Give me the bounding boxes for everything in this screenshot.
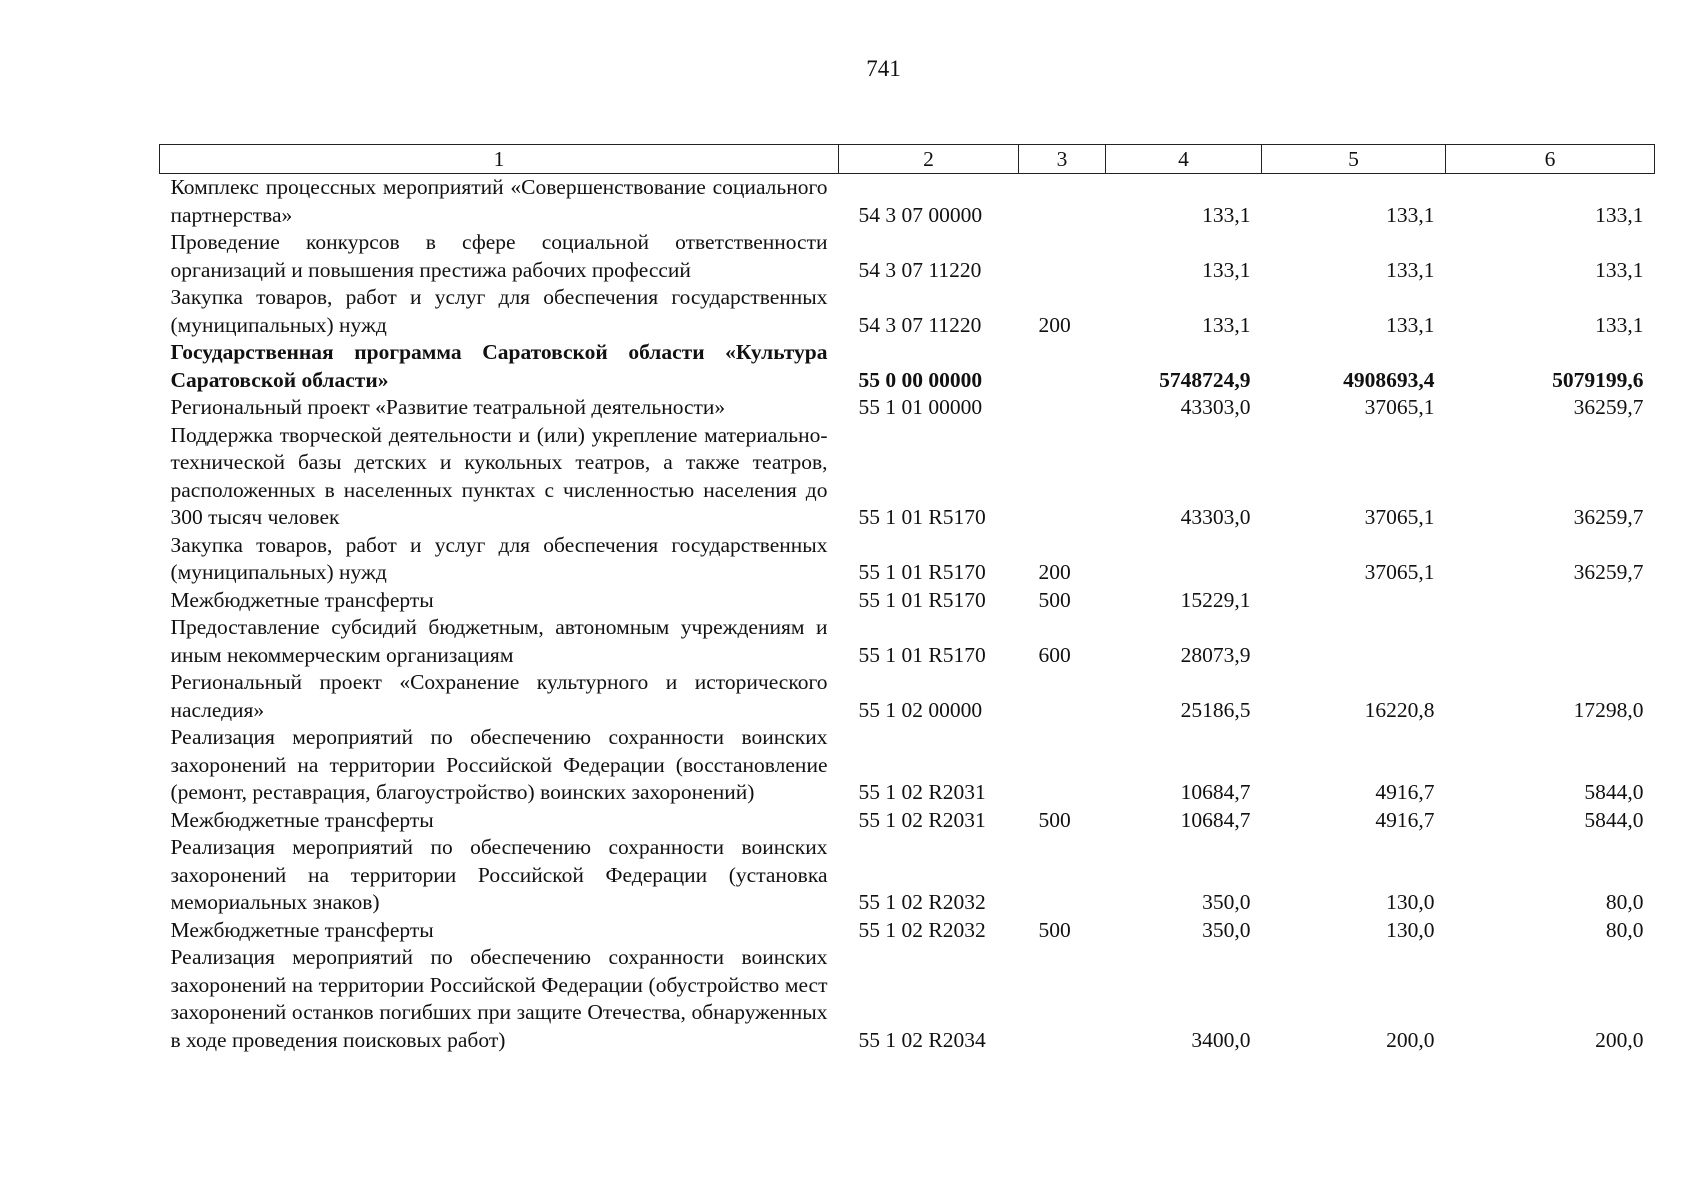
row-vr-code: 500 — [1038, 917, 1071, 942]
table-row — [160, 614, 1655, 669]
row-vr-code — [1019, 229, 1106, 284]
row-csr-code: 55 1 02 R2034 — [858, 1027, 986, 1052]
row-value-year1: 5748724,9 — [1159, 367, 1251, 392]
row-csr-code: 54 3 07 00000 — [858, 202, 983, 227]
column-header-year2: 5 — [1262, 145, 1446, 174]
row-vr-code — [1019, 174, 1106, 230]
row-name: Предоставление субсидий бюджетным, автономным учреждениям и иным некоммерческим организациям — [170, 615, 828, 667]
table-row — [160, 587, 1655, 615]
table-body — [160, 174, 1655, 1055]
row-csr-code: 55 1 02 R2031 — [858, 807, 986, 832]
row-vr-code — [1019, 394, 1106, 422]
row-csr-code: 55 1 02 R2032 — [858, 890, 986, 914]
row-value-year1: 25186,5 — [1180, 697, 1251, 722]
table-row — [160, 532, 1655, 587]
row-csr-code: 55 1 01 R5170 — [858, 560, 986, 584]
table-row — [160, 724, 1655, 807]
row-value-year2: 4916,7 — [1375, 807, 1435, 832]
row-vr-code: 500 — [1038, 807, 1071, 832]
row-name: Закупка товаров, работ и услуг для обеспечения государственных (муниципальных) нужд — [170, 285, 828, 337]
row-value-year3 — [1446, 614, 1655, 669]
row-value-year2 — [1262, 587, 1446, 615]
row-value-year1: 350,0 — [1202, 917, 1251, 942]
row-value-year2: 4916,7 — [1375, 780, 1435, 804]
table-row — [160, 422, 1655, 532]
table-row — [160, 284, 1655, 339]
row-value-year1 — [1106, 532, 1262, 587]
row-vr-code — [1019, 724, 1106, 807]
row-vr-code — [1019, 339, 1106, 394]
row-value-year2: 133,1 — [1386, 202, 1435, 227]
row-vr-code — [1019, 422, 1106, 532]
row-value-year1: 43303,0 — [1180, 505, 1251, 529]
row-value-year2 — [1262, 614, 1446, 669]
row-value-year3: 133,1 — [1595, 202, 1644, 227]
row-value-year1: 43303,0 — [1180, 395, 1251, 419]
row-value-year1: 10684,7 — [1180, 780, 1251, 804]
column-header-year1: 4 — [1106, 145, 1262, 174]
row-value-year1: 3400,0 — [1191, 1027, 1251, 1052]
row-value-year3: 5844,0 — [1584, 780, 1644, 804]
row-vr-code: 600 — [1038, 642, 1071, 667]
row-value-year3: 36259,7 — [1573, 505, 1644, 529]
row-name: Межбюджетные трансферты — [170, 587, 434, 612]
row-vr-code: 200 — [1038, 560, 1071, 584]
column-header-year3: 6 — [1446, 145, 1655, 174]
column-header-vr: 3 — [1019, 145, 1106, 174]
row-value-year3: 80,0 — [1605, 890, 1644, 914]
row-vr-code: 200 — [1038, 312, 1071, 337]
row-name: Региональный проект «Развитие театральной деятельности» — [170, 395, 726, 419]
row-csr-code: 54 3 07 11220 — [858, 312, 982, 337]
table-header — [160, 145, 1655, 174]
row-name: Комплекс процессных мероприятий «Совершенствование социального партнерства» — [170, 175, 828, 227]
row-value-year2: 130,0 — [1386, 890, 1435, 914]
row-value-year2: 133,1 — [1386, 257, 1435, 282]
table-row — [160, 229, 1655, 284]
row-value-year2: 37065,1 — [1364, 505, 1435, 529]
row-value-year1: 15229,1 — [1180, 587, 1251, 612]
row-value-year1: 133,1 — [1202, 257, 1251, 282]
row-csr-code: 55 1 01 00000 — [858, 395, 983, 419]
row-value-year2: 133,1 — [1386, 312, 1435, 337]
row-name: Закупка товаров, работ и услуг для обеспечения государственных (муниципальных) нужд — [170, 532, 828, 584]
row-vr-code — [1019, 669, 1106, 724]
row-value-year2: 37065,1 — [1364, 560, 1435, 584]
row-csr-code: 54 3 07 11220 — [858, 257, 982, 282]
row-name: Межбюджетные трансферты — [170, 807, 434, 832]
row-value-year2: 4908693,4 — [1343, 367, 1435, 392]
row-value-year3: 133,1 — [1595, 257, 1644, 282]
table-row — [160, 174, 1655, 230]
table-row-program — [160, 339, 1655, 394]
table-row — [160, 944, 1655, 1054]
row-value-year3 — [1446, 587, 1655, 615]
row-value-year1: 350,0 — [1202, 890, 1251, 914]
row-vr-code — [1019, 944, 1106, 1054]
row-value-year3: 36259,7 — [1573, 560, 1644, 584]
row-value-year1: 133,1 — [1202, 202, 1251, 227]
row-value-year2: 200,0 — [1386, 1027, 1435, 1052]
row-value-year3: 200,0 — [1595, 1027, 1644, 1052]
row-name: Реализация мероприятий по обеспечению сохранности воинских захоронений на территории Российской Федерации (установка мемориальных знаков) — [170, 835, 828, 914]
row-csr-code: 55 0 00 00000 — [858, 367, 983, 392]
row-value-year2: 37065,1 — [1364, 395, 1435, 419]
table-row — [160, 669, 1655, 724]
row-name: Региональный проект «Сохранение культурного и исторического наследия» — [170, 670, 828, 722]
row-value-year2: 130,0 — [1386, 917, 1435, 942]
row-csr-code: 55 1 01 R5170 — [858, 642, 986, 667]
row-vr-code: 500 — [1038, 587, 1071, 612]
row-value-year3: 5079199,6 — [1552, 367, 1644, 392]
table-row — [160, 807, 1655, 835]
row-name: Государственная программа Саратовской области «Культура Саратовской области» — [170, 340, 828, 392]
row-name: Проведение конкурсов в сфере социальной ответственности организаций и повышения престижа рабочих профессий — [170, 230, 828, 282]
row-csr-code: 55 1 01 R5170 — [858, 505, 986, 529]
row-name: Реализация мероприятий по обеспечению сохранности воинских захоронений на территории Российской Федерации (восстановление (ремонт, реставрация, благоустройство) воинских захоронений) — [170, 725, 828, 804]
row-csr-code: 55 1 02 R2031 — [858, 780, 986, 804]
row-name: Межбюджетные трансферты — [170, 917, 434, 942]
column-header-name: 1 — [160, 145, 839, 174]
page-number: 741 — [866, 56, 901, 81]
row-name: Реализация мероприятий по обеспечению сохранности воинских захоронений на территории Российской Федерации (обустройство мест захоронений останков погибших при защите Отечества, обнаруженных в ходе проведения поисковых работ) — [170, 945, 828, 1052]
row-value-year3: 17298,0 — [1573, 697, 1644, 722]
header-row — [160, 145, 1655, 174]
row-value-year3: 80,0 — [1605, 917, 1644, 942]
column-header-csr: 2 — [839, 145, 1019, 174]
row-value-year3: 133,1 — [1595, 312, 1644, 337]
table-row — [160, 834, 1655, 917]
row-value-year2: 16220,8 — [1364, 697, 1435, 722]
row-value-year1: 10684,7 — [1180, 807, 1251, 832]
row-value-year1: 28073,9 — [1180, 642, 1251, 667]
row-csr-code: 55 1 01 R5170 — [858, 587, 986, 612]
budget-table — [159, 144, 1655, 1054]
row-value-year1: 133,1 — [1202, 312, 1251, 337]
row-csr-code: 55 1 02 R2032 — [858, 917, 986, 942]
row-name: Поддержка творческой деятельности и (или) укрепление материально-технической базы детских и кукольных театров, а также театров, расположенных в населенных пунктах с численностью населения до 300 тысяч человек — [170, 422, 828, 529]
table-row — [160, 394, 1655, 422]
row-vr-code — [1019, 834, 1106, 917]
table-row — [160, 917, 1655, 945]
row-value-year3: 5844,0 — [1584, 807, 1644, 832]
row-csr-code: 55 1 02 00000 — [858, 697, 983, 722]
row-value-year3: 36259,7 — [1573, 395, 1644, 419]
